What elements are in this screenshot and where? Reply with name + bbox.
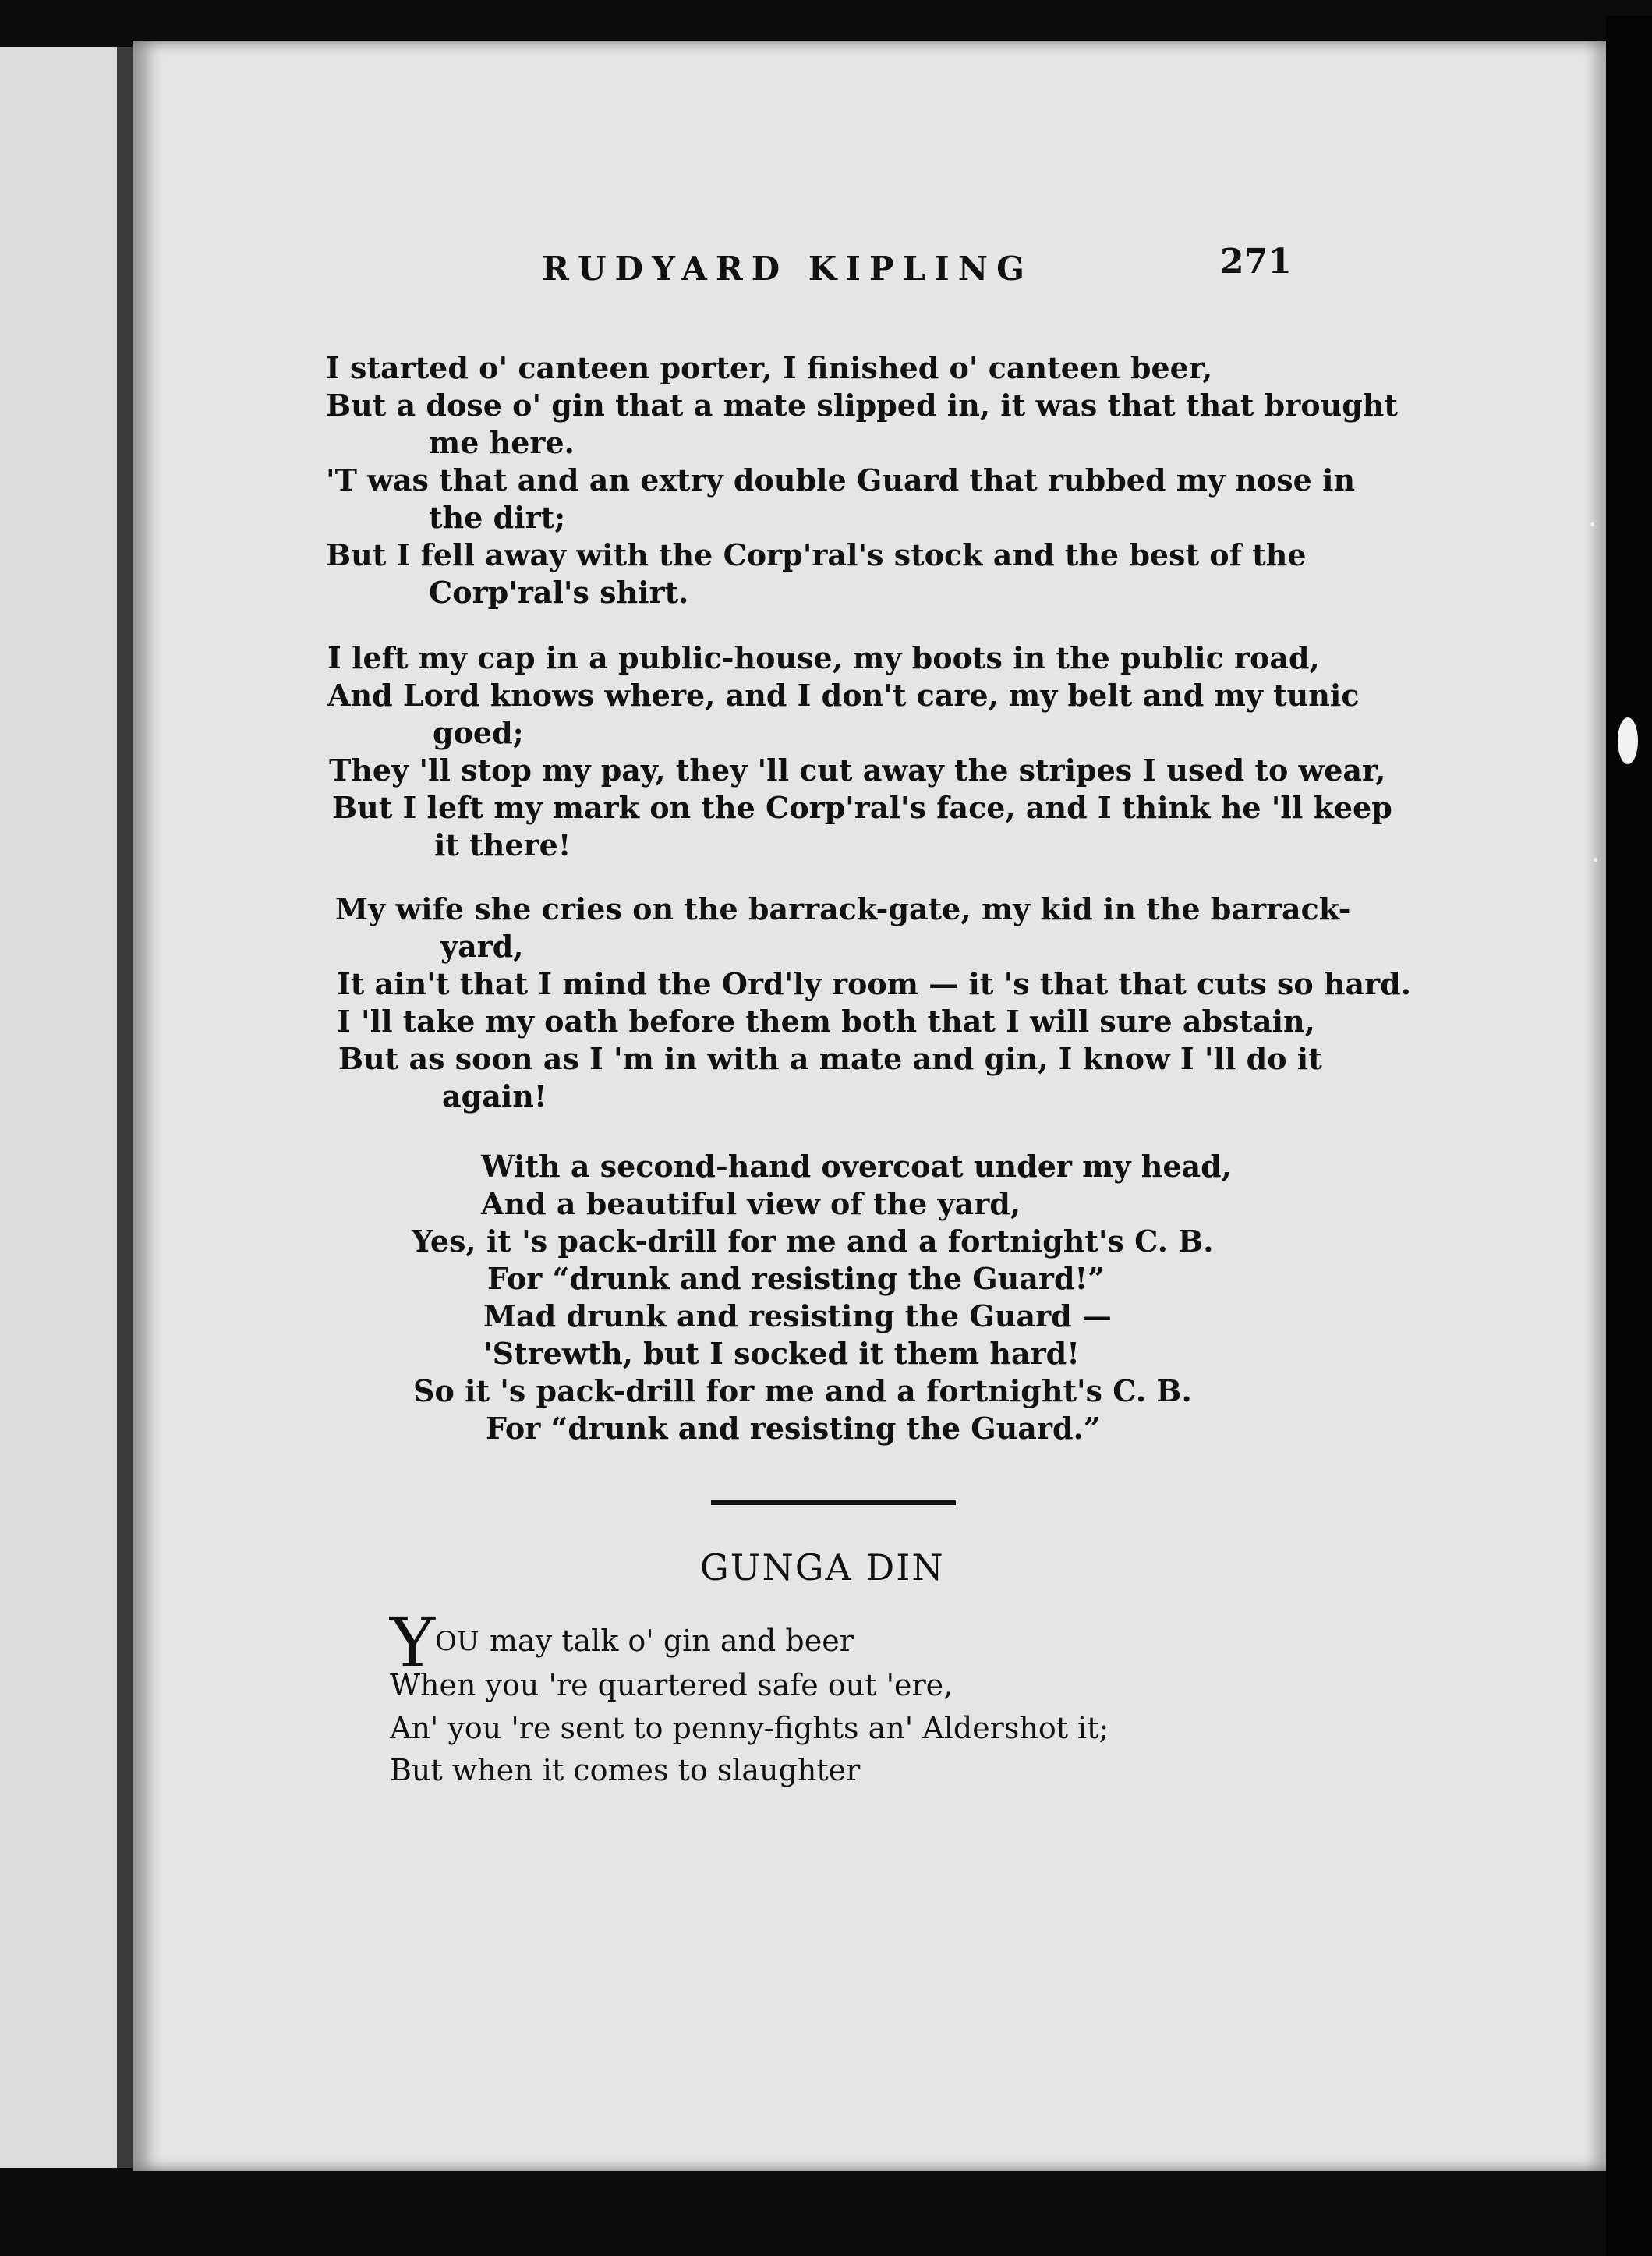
section-divider [711,1500,956,1505]
verse-line: me here. [429,425,575,460]
verse-line: But I fell away with the Corp'ral's stock and the best of the [326,537,1307,572]
scan-blemish [1618,717,1638,764]
verse-line: 'T was that and an extry double Guard that rubbed my nose in [326,462,1356,498]
verse-line: may talk o' gin and beer [490,1624,854,1658]
verse-line: I 'll take my oath before them both that I will sure abstain, [337,1004,1315,1039]
refrain-line: 'Strewth, but I socked it them hard! [483,1336,1080,1371]
first-word-smallcaps: OU [435,1626,479,1657]
scan-blemish [1590,522,1594,526]
verse-line: My wife she cries on the barrack-gate, my kid in the barrack- [335,891,1351,926]
drop-cap: Y [390,1603,436,1683]
verse-line: When you 're quartered safe out 'ere, [390,1668,953,1702]
verse-line: yard, [440,929,524,964]
verse-line: An' you 're sent to penny-fights an' Aldershot it; [390,1711,1109,1745]
verse-line: Corp'ral's shirt. [429,575,689,610]
refrain-line: For “drunk and resisting the Guard.” [486,1411,1101,1446]
verse-line: And Lord knows where, and I don't care, my belt and my tunic [327,678,1360,713]
running-head: RUDYARD KIPLING [542,250,1033,288]
verse-line: I left my cap in a public-house, my boots in the public road, [327,640,1320,675]
poem-title: GUNGA DIN [700,1546,945,1588]
refrain-line: For “drunk and resisting the Guard!” [487,1261,1105,1296]
scan-blemish [1594,858,1597,862]
verse-line: But a dose o' gin that a mate slipped in, it was that that brought [326,388,1398,423]
verse-line: I started o' canteen porter, I finished o' canteen beer, [326,350,1213,385]
page-number: 271 [1220,242,1292,282]
verse-line: But when it comes to slaughter [390,1753,861,1787]
verse-line: it there! [434,827,571,862]
left-page-edge [0,47,117,2168]
verse-line: But as soon as I 'm in with a mate and gin, I know I 'll do it [338,1041,1322,1076]
verse-line: It ain't that I mind the Ord'ly room — it 's that that cuts so hard. [337,966,1411,1001]
refrain-line: Mad drunk and resisting the Guard — [483,1298,1112,1333]
refrain-line: With a second-hand overcoat under my head, [481,1149,1232,1184]
verse-line: again! [442,1078,547,1114]
refrain-line: So it 's pack-drill for me and a fortnight's C. B. [413,1373,1192,1408]
verse-line: But I left my mark on the Corp'ral's face, and I think he 'll keep [332,790,1392,825]
page-gutter [117,47,133,2168]
right-page-edge [1606,16,1652,2256]
refrain-line: Yes, it 's pack-drill for me and a fortnight's C. B. [412,1224,1214,1259]
verse-line: goed; [433,715,524,750]
verse-line: They 'll stop my pay, they 'll cut away the stripes I used to wear, [329,753,1386,788]
verse-line: the dirt; [429,500,566,535]
refrain-line: And a beautiful view of the yard, [481,1186,1021,1221]
